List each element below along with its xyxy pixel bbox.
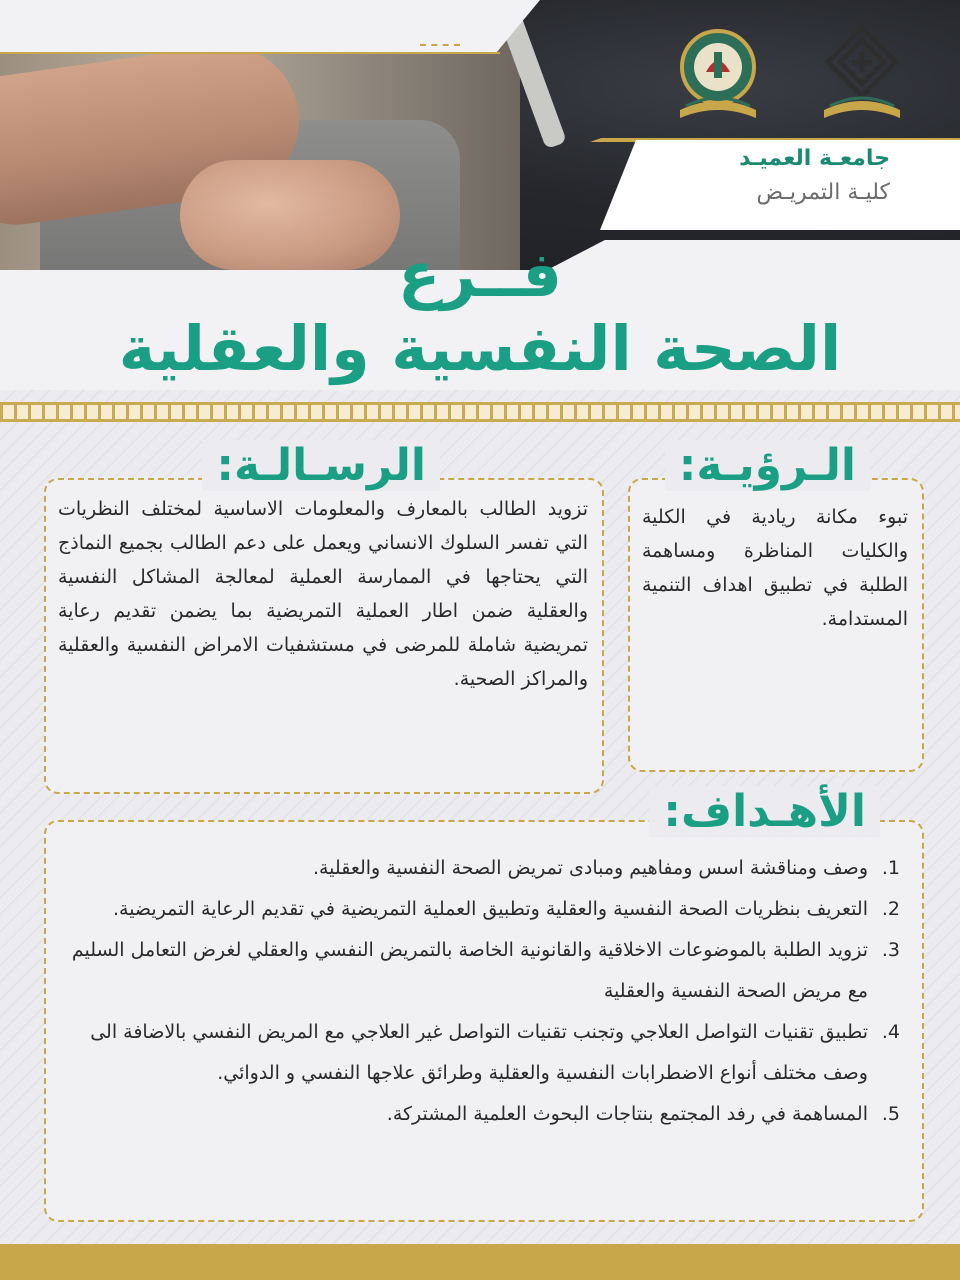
goal-number: 4. [881,1021,900,1043]
goal-item [70,848,900,889]
goal-number: 3. [881,939,900,961]
goal-item [70,889,900,930]
mission-heading: الرسـالـة: [202,440,440,491]
vision-heading: الـرؤيـة: [665,440,870,491]
goal-text: تزويد الطلبة بالموضوعات الاخلاقية والقانونية الخاصة بالتمريض النفسي والعقلي لغرض التعامل السليم مع مريض الصحة النفسية والعقلية [71,939,868,1002]
goal-text: تطبيق تقنيات التواصل العلاجي وتجنب تقنيات التواصل غير العلاجي مع المريض النفسي بالاضافة الى وصف مختلف أنواع الاضطرابات النفسية والعقلية وطرائق علاجها النفسي و الدوائي. [90,1021,868,1084]
university-logo [812,22,912,127]
goal-text: المساهمة في رفد المجتمع بنتاجات البحوث العلمية المشتركة. [386,1103,868,1125]
goal-number: 5. [881,1103,900,1125]
college-name: كليـة التمريـض [756,180,890,205]
page-title-line2: الصحة النفسية والعقلية [118,312,842,385]
goal-text: وصف ومناقشة اسس ومفاهيم ومبادى تمريض الصحة النفسية والعقلية. [312,857,868,879]
goal-number: 1. [881,857,900,879]
goal-item [70,1012,900,1094]
page-title-line1: فــرع [398,238,562,311]
university-name: جامعـة العميـد [739,146,890,171]
goal-text: التعريف بنظريات الصحة النفسية والعقلية وتطبيق العملية التمريضية في تقديم الرعاية التمريضية. [112,898,868,920]
goal-number: 2. [881,898,900,920]
decorative-border-band [0,402,960,422]
goals-heading: الأهـداف: [649,786,880,837]
college-logo [668,22,768,127]
goal-item [70,1094,900,1135]
gold-dashes [420,44,460,50]
vision-text: تبوء مكانة ريادية في الكلية والكليات المناظرة ومساهمة الطلبة في تطبيق اهداف التنمية المستدامة. [642,506,908,630]
footer-gold-bar [0,1244,960,1280]
goal-item [70,930,900,1012]
goals-list [70,848,900,1135]
mission-text: تزويد الطالب بالمعارف والمعلومات الاساسية لمختلف النظريات التي تفسر السلوك الانساني ويعمل على دعم الطالب بجميع النماذج التي يحتاجها في الممارسة العملية لمعالجة المشاكل النفسية والعقلية ضمن اطار العملية التمريضية بما يضمن تقديم رعاية تمريضية شاملة للمرضى في مستشفيات الامراض النفسية والعقلية والمراكز الصحية. [58,498,588,690]
top-banner-gold-line [0,52,500,54]
